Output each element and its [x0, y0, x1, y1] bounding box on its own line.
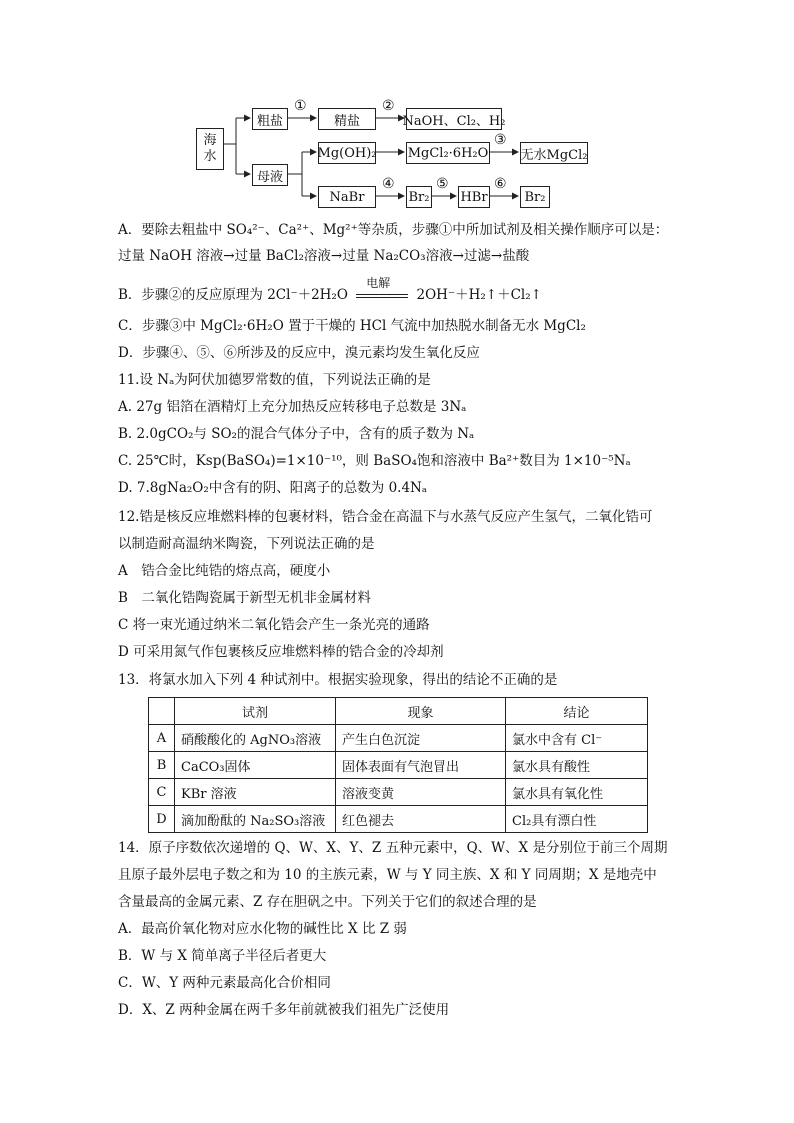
products-box: NaOH、Cl₂、H₂	[406, 108, 502, 130]
question-14-option-a: A．最高价氧化物对应水化物的碱性比 X 比 Z 弱	[118, 921, 407, 937]
table-header-cell: 试剂	[175, 698, 336, 725]
option-a-line-2: 过量 NaOH 溶液→过量 BaCl₂溶液→过量 Na₂CO₃溶液→过滤→盐酸	[118, 248, 530, 264]
question-14-stem-line-1: 14．原子序数依次递增的 Q、W、X、Y、Z 五种元素中，Q、W、X 是分别位于前三个周期	[118, 840, 668, 856]
table-cell: 产生白色沉淀	[336, 725, 506, 752]
crude-salt-box: 粗盐	[252, 108, 288, 130]
question-14-option-b: B．W 与 X 简单离子半径后者更大	[118, 948, 327, 964]
question-11-option-c: C. 25℃时，Ksp(BaSO₄)=1×10⁻¹⁰，则 BaSO₄饱和溶液中 Ba²⁺数目为 1×10⁻⁵Nₐ	[118, 453, 631, 469]
mother-liquor-box: 母液	[252, 164, 288, 186]
seawater-char-1: 海	[203, 133, 217, 148]
table-row	[149, 806, 648, 833]
mgoh2-box: Mg(OH)₂	[318, 142, 376, 164]
question-13-stem: 13．将氯水加入下列 4 种试剂中。根据实验现象，得出的结论不正确的是	[118, 672, 558, 688]
table-header-cell: 现象	[336, 698, 506, 725]
option-b-suffix: 2OH⁻＋H₂↑＋Cl₂↑	[416, 287, 542, 303]
br2-box-b: Br₂	[520, 186, 550, 208]
seawater-char-2: 水	[203, 149, 217, 164]
option-d-line: D．步骤④、⑤、⑥所涉及的反应中，溴元素均发生氧化反应	[118, 345, 480, 361]
anhydrous-mgcl2-box: 无水MgCl₂	[520, 142, 588, 164]
question-11-option-d: D. 7.8gNa₂O₂中含有的阴、阳离子的总数为 0.4Nₐ	[118, 480, 428, 496]
table-cell: 氯水具有氧化性	[506, 779, 648, 806]
question-11-option-b: B. 2.0gCO₂与 SO₂的混合气体分子中，含有的质子数为 Nₐ	[118, 426, 475, 442]
table-row	[149, 752, 648, 779]
question-11-option-a: A. 27g 铝箔在酒精灯上充分加热反应转移电子总数是 3Nₐ	[118, 399, 467, 415]
step-4-label: ④	[382, 176, 395, 192]
question-12-option-c: C 将一束光通过纳米二氧化锆会产生一条光亮的通路	[118, 617, 430, 633]
table-row	[149, 725, 648, 752]
question-14-stem-line-3: 含量最高的金属元素、Z 存在胆矾之中。下列关于它们的叙述合理的是	[118, 894, 537, 910]
table-cell: 红色褪去	[336, 806, 506, 833]
table-cell: B	[149, 752, 175, 779]
step-5-label: ⑤	[436, 176, 449, 192]
question-14-option-d: D．X、Z 两种金属在两千多年前就被我们祖先广泛使用	[118, 1002, 450, 1018]
table-cell: 溶液变黄	[336, 779, 506, 806]
hbr-box: HBr	[458, 186, 490, 208]
table-cell: CaCO₃固体	[175, 752, 336, 779]
seawater-box	[196, 128, 224, 170]
refined-salt-box: 精盐	[318, 108, 376, 130]
question-12-stem-line-1: 12.锆是核反应堆燃料棒的包裹材料，锆合金在高温下与水蒸气反应产生氢气，二氧化锆可	[118, 509, 653, 525]
option-b-line	[118, 276, 542, 305]
question-13-table	[148, 697, 648, 833]
table-cell: KBr 溶液	[175, 779, 336, 806]
table-cell: C	[149, 779, 175, 806]
step-1-label: ①	[294, 98, 307, 114]
table-header-cell: 结论	[506, 698, 648, 725]
electrolysis-condition: 电解	[366, 276, 391, 290]
table-row	[149, 779, 648, 806]
nabr-box: NaBr	[318, 186, 376, 208]
table-cell: A	[149, 725, 175, 752]
mgcl2-hydrate-box: MgCl₂·6H₂O	[406, 142, 490, 164]
br2-box-a: Br₂	[406, 186, 432, 208]
table-header-row	[149, 698, 648, 725]
question-12-option-d: D 可采用氮气作包裹核反应堆燃料棒的锆合金的冷却剂	[118, 644, 444, 660]
question-12-option-b: B 二氧化锆陶瓷属于新型无机非金属材料	[118, 590, 371, 606]
step-6-label: ⑥	[494, 176, 507, 192]
table-cell: 滴加酚酞的 Na₂SO₃溶液	[175, 806, 336, 833]
table-cell: 氯水具有酸性	[506, 752, 648, 779]
question-14-stem-line-2: 且原子最外层电子数之和为 10 的主族元素，W 与 Y 同主族、X 和 Y 同周期；X 是地壳中	[118, 867, 657, 883]
table-cell: Cl₂具有漂白性	[506, 806, 648, 833]
table-cell: 氯水中含有 Cl⁻	[506, 725, 648, 752]
option-a-line-1: A．要除去粗盐中 SO₄²⁻、Ca²⁺、Mg²⁺等杂质，步骤①中所加试剂及相关操作顺序可以是：	[118, 222, 669, 238]
option-b-prefix: B．步骤②的反应原理为 2Cl⁻＋2H₂O	[118, 287, 348, 303]
seawater-flow-diagram	[192, 96, 612, 216]
question-12-option-a: A 锆合金比纯锆的熔点高，硬度小	[118, 563, 331, 579]
question-14-option-c: C．W、Y 两种元素最高化合价相同	[118, 975, 331, 991]
table-cell: 固体表面有气泡冒出	[336, 752, 506, 779]
table-header-cell	[149, 698, 175, 725]
table-cell: D	[149, 806, 175, 833]
question-12-stem-line-2: 以制造耐高温纳米陶瓷，下列说法正确的是	[118, 536, 375, 552]
step-2-label: ②	[382, 98, 395, 114]
table-cell: 硝酸酸化的 AgNO₃溶液	[175, 725, 336, 752]
option-c-line: C．步骤③中 MgCl₂·6H₂O 置于干燥的 HCl 气流中加热脱水制备无水 MgCl₂	[118, 318, 586, 334]
electrolysis-arrow	[352, 276, 412, 305]
question-11-stem: 11.设 Nₐ为阿伏加德罗常数的值，下列说法正确的是	[118, 372, 431, 388]
step-3-label: ③	[494, 132, 507, 148]
